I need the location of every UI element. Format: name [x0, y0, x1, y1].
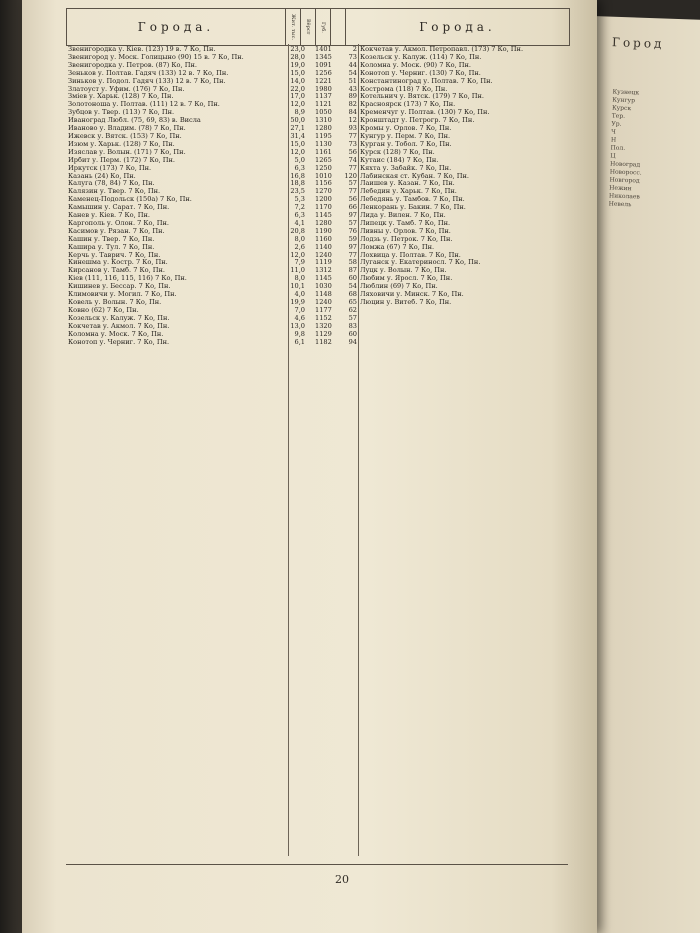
number-cell: 51 — [348, 76, 357, 85]
number-cell: 1980 — [315, 84, 332, 93]
number-cell: 97 — [348, 211, 357, 220]
city-entry: Изюм у. Харьк. (128) 7 Ко, Пн. — [68, 140, 175, 148]
city-entry: Кременчуг у. Полтав. (130) 7 Ко, Пн. — [360, 109, 490, 117]
number-cell: 28,0 — [290, 52, 305, 61]
bottom-rule — [66, 864, 568, 865]
number-cell: 1121 — [315, 100, 332, 109]
city-entry: Кронштадт у. Петрогр. 7 Ко, Пн. — [360, 117, 475, 125]
number-cell: 1182 — [315, 337, 332, 346]
right-city-list — [360, 46, 565, 854]
city-entry: Ирбит у. Перм. (172) 7 Ко, Пн. — [68, 156, 175, 164]
number-cell: 4,1 — [294, 218, 305, 227]
number-cell: 84 — [348, 108, 357, 117]
table-header — [66, 8, 570, 46]
number-cell: 1030 — [315, 282, 332, 291]
city-entry: Калуга (78, 84) 7 Ко, Пн. — [68, 180, 155, 188]
number-cell: 1170 — [315, 203, 332, 212]
number-cell: 22,0 — [290, 84, 305, 93]
number-cell: 87 — [348, 266, 357, 275]
city-entry: Кострома (118) 7 Ко, Пн. — [360, 85, 448, 93]
city-entry: Курск (128) 7 Ко, Пн. — [360, 148, 435, 156]
city-entry: Каргополь у. Олон. 7 Ко, Пн. — [68, 219, 169, 227]
right-page-line: Кузнецк — [612, 88, 640, 97]
number-cell: 1148 — [315, 290, 332, 299]
city-entry: Кунгур у. Перм. 7 Ко, Пн. — [360, 132, 451, 140]
right-page-line: Ц — [610, 152, 616, 160]
number-cell: 68 — [348, 290, 357, 299]
number-cell: 7,2 — [294, 203, 305, 212]
city-entry: Калязин у. Твер. 7 Ко, Пн. — [68, 188, 161, 196]
city-entry: Кокчетав у. Акмол. 7 Ко, Пн. — [68, 322, 170, 330]
number-cell: 1129 — [315, 329, 332, 338]
city-entry: Конотоп у. Черниг. (130) 7 Ко, Пн. — [360, 69, 481, 77]
number-cell: 18,8 — [290, 179, 305, 188]
number-cell: 54 — [348, 68, 357, 77]
number-cell: 57 — [348, 313, 357, 322]
city-entry: Кинешма у. Костр. 7 Ко, Пн. — [68, 259, 168, 267]
city-entry: Ленкорань у. Бакин. 7 Ко, Пн. — [360, 204, 466, 212]
header-code-4 — [331, 9, 346, 45]
right-page-line: Новгород — [609, 176, 640, 185]
number-cell: 62 — [348, 305, 357, 314]
number-cell: 57 — [348, 218, 357, 227]
city-entry: Кашин у. Твер. 7 Ко, Пн. — [68, 235, 155, 243]
city-entry: Зубцов у. Твер. (113) 7 Ко, Пн. — [68, 109, 175, 117]
number-cell: 56 — [348, 147, 357, 156]
left-city-list — [68, 46, 288, 854]
number-cell: 74 — [348, 155, 357, 164]
number-cell: 44 — [348, 60, 357, 69]
number-cell: 8,0 — [294, 274, 305, 283]
city-entry: Коломна у. Моск. 7 Ко, Пн. — [68, 330, 164, 338]
number-cell: 2,6 — [294, 242, 305, 251]
number-cell: 7,0 — [294, 305, 305, 314]
number-cell: 6,3 — [294, 211, 305, 220]
city-entry: Кутаис (184) 7 Ко, Пн. — [360, 156, 439, 164]
number-cell: 31,4 — [290, 131, 305, 140]
city-entry: Ляховичи у. Минск. 7 Ко, Пн. — [360, 291, 464, 299]
number-cell: 1200 — [315, 195, 332, 204]
number-cell: 1010 — [315, 171, 332, 180]
number-cell: 58 — [348, 258, 357, 267]
city-entry: Луцк у. Волын. 7 Ко, Пн. — [360, 267, 447, 275]
number-cell: 5,0 — [294, 155, 305, 164]
number-cell: 77 — [348, 163, 357, 172]
city-entry: Золотоноша у. Полтав. (111) 12 в. 7 Ко, Пн. — [68, 101, 220, 109]
number-cell: 23,0 — [290, 46, 305, 53]
city-entry: Котельнич у. Вятск. (179) 7 Ко, Пн. — [360, 93, 484, 101]
number-cell: 4,0 — [294, 290, 305, 299]
number-cell: 10,1 — [290, 282, 305, 291]
number-cell: 1240 — [315, 250, 332, 259]
number-cell: 1345 — [315, 52, 332, 61]
city-entry: Кишинев у. Бессар. 7 Ко, Пн. — [68, 283, 171, 291]
right-page-line: Тер. — [611, 112, 626, 120]
city-entry: Камышин у. Сарат. 7 Ко, Пн. — [68, 204, 170, 212]
header-title-left: Города. — [67, 9, 286, 45]
number-cell: 77 — [348, 131, 357, 140]
number-cell: 1160 — [315, 234, 332, 243]
city-entry: Иваново у. Владим. (78) 7 Ко, Пн. — [68, 125, 186, 133]
number-cell: 19,0 — [290, 60, 305, 69]
city-entry: Златоуст у. Уфим. (176) 7 Ко, Пн. — [68, 85, 185, 93]
number-cell: 8,0 — [294, 234, 305, 243]
city-entry: Зміев у. Харьк. (128) 7 Ко, Пн. — [68, 93, 174, 101]
number-cell: 1312 — [315, 266, 332, 275]
number-row — [289, 339, 357, 347]
number-cell: 1152 — [315, 313, 332, 322]
city-entry: Козельск у. Калуж. (114) 7 Ко, Пн. — [360, 53, 482, 61]
city-entry: Лаишев у. Казан. 7 Ко, Пн. — [360, 180, 455, 188]
number-cell: 73 — [348, 139, 357, 148]
number-cell: 1137 — [315, 92, 332, 101]
number-cell: 82 — [348, 100, 357, 109]
city-entry: Лабинская ст. Кубан. 7 Ко, Пн. — [360, 172, 469, 180]
right-page-line: Новоросс. — [609, 168, 642, 177]
number-cell: 8,9 — [294, 108, 305, 117]
number-cell: 4,6 — [294, 313, 305, 322]
number-cell: 1195 — [315, 131, 332, 140]
number-cell: 1250 — [315, 163, 332, 172]
number-cell: 65 — [348, 298, 357, 306]
number-cell: 54 — [348, 282, 357, 291]
right-page-line: Курск — [611, 104, 632, 113]
right-page-line: Новоград — [609, 160, 641, 169]
number-cell: 60 — [348, 274, 357, 283]
number-cell: 1156 — [315, 179, 332, 188]
city-entry: Кокчетав у. Акмол. Петропавл. (173) 7 Ко, Пн. — [360, 46, 524, 53]
number-cell: 94 — [348, 337, 357, 346]
number-cell: 27,1 — [290, 124, 305, 133]
city-entry: Липецк у. Тамб. 7 Ко, Пн. — [360, 219, 451, 227]
city-entry: Красноярск (173) 7 Ко, Пн. — [360, 101, 456, 109]
number-cell: 5,3 — [294, 195, 305, 204]
number-cell: 12,0 — [290, 250, 305, 259]
right-page-line: Нежин — [609, 184, 632, 193]
number-cell: 13,0 — [290, 321, 305, 330]
number-cell: 23,5 — [290, 187, 305, 196]
number-cell: 1401 — [315, 46, 332, 53]
number-cell: 77 — [348, 187, 357, 196]
header-code-2: Вёрст — [301, 9, 316, 45]
header-code-3: Губ. — [316, 9, 331, 45]
number-cell: 15,0 — [290, 68, 305, 77]
right-page-line: Ур. — [611, 120, 622, 128]
city-entry: Любим у. Яросл. 7 Ко, Пн. — [360, 275, 453, 283]
number-cell: 77 — [348, 250, 357, 259]
number-cell: 15,0 — [290, 139, 305, 148]
city-entry: Лида у. Вилен. 7 Ко, Пн. — [360, 212, 446, 220]
city-entry: Кіев (111, 116, 115, 116) 7 Ко, Пн. — [68, 275, 187, 283]
number-cell: 1320 — [315, 321, 332, 330]
city-entry: Климовичи у. Могил. 7 Ко, Пн. — [68, 291, 177, 299]
number-cell: 120 — [344, 171, 357, 180]
city-entry: Керчь у. Таврич. 7 Ко, Пн. — [68, 251, 161, 259]
number-cell: 1256 — [315, 68, 332, 77]
city-entry: Кашира у. Тул. 7 Ко, Пн. — [68, 243, 155, 251]
number-cell: 1240 — [315, 298, 332, 306]
number-cell: 20,8 — [290, 226, 305, 235]
city-entry: Кромы у. Орлов. 7 Ко, Пн. — [360, 125, 452, 133]
number-cell: 14,0 — [290, 76, 305, 85]
city-entry: Изяслав у. Волын. (171) 7 Ко, Пн. — [68, 148, 186, 156]
number-cell: 1265 — [315, 155, 332, 164]
city-entry: Кяхта у. Забайк. 7 Ко, Пн. — [360, 164, 452, 172]
number-cell: 57 — [348, 179, 357, 188]
right-page-line: Н — [610, 136, 617, 144]
city-entry: Иркутск (173) 7 Ко, Пн. — [68, 164, 152, 172]
number-cell: 1145 — [315, 211, 332, 220]
number-cell: 6,3 — [294, 163, 305, 172]
header-title-right: Города. — [419, 20, 496, 34]
number-cell: 17,0 — [290, 92, 305, 101]
city-entry: Люблин (69) 7 Ко, Пн. — [360, 283, 438, 291]
number-cell: 1140 — [315, 242, 332, 251]
number-cell: 2 — [352, 46, 357, 53]
number-cell: 73 — [348, 52, 357, 61]
city-entry: Канев у. Кіев. 7 Ко, Пн. — [68, 212, 151, 220]
right-page-line: Кунгур — [612, 96, 636, 105]
right-page-line: Ч — [611, 128, 616, 136]
number-cell: 1050 — [315, 108, 332, 117]
numbers-column — [289, 46, 357, 854]
city-entry: Зиньков у. Подол. Гадяч (133) 12 в. 7 Ко, Пн. — [68, 77, 226, 85]
city-entry: Касимов у. Рязан. 7 Ко, Пн. — [68, 227, 165, 235]
number-cell: 1221 — [315, 76, 332, 85]
number-cell: 9,8 — [294, 329, 305, 338]
number-cell: 83 — [348, 321, 357, 330]
city-entry: Луганск у. Екатериносл. 7 Ко, Пн. — [360, 259, 481, 267]
city-entry: Ломжа (67) 7 Ко, Пн. — [360, 243, 435, 251]
number-cell: 66 — [348, 203, 357, 212]
city-entry: Лохвица у. Полтав. 7 Ко, Пн. — [360, 251, 461, 259]
column-divider — [358, 44, 359, 856]
city-entry: Ливны у. Орлов. 7 Ко, Пн. — [360, 227, 451, 235]
number-cell: 59 — [348, 234, 357, 243]
city-entry: Лебедин у. Харьк. 7 Ко, Пн. — [360, 188, 457, 196]
right-page-title: Город — [611, 35, 665, 51]
number-cell: 16,8 — [290, 171, 305, 180]
right-page-line: Пол. — [610, 144, 626, 152]
city-entry: Лодзь у. Петрок. 7 Ко, Пн. — [360, 235, 453, 243]
city-entry: Ижевск у. Вятск. (153) 7 Ко, Пн. — [68, 132, 182, 140]
number-cell: 1310 — [315, 116, 332, 125]
number-cell: 1145 — [315, 274, 332, 283]
number-cell: 6,1 — [294, 337, 305, 346]
number-cell: 1280 — [315, 124, 332, 133]
number-cell: 43 — [348, 84, 357, 93]
right-page-line: Николаев — [608, 192, 640, 201]
city-entry: Ковно (62) 7 Ко, Пн. — [68, 306, 139, 314]
number-cell: 76 — [348, 226, 357, 235]
number-cell: 56 — [348, 195, 357, 204]
city-entry: Казань (24) Ко, Пн. — [68, 172, 136, 180]
right-page-line: Невель — [608, 200, 632, 209]
number-cell: 12,0 — [290, 147, 305, 156]
number-cell: 1161 — [315, 147, 332, 156]
number-cell: 7,9 — [294, 258, 305, 267]
city-entry: Люцин у. Витеб. 7 Ко, Пн. — [360, 299, 452, 306]
city-entry: Звенигородка у. Кіев. (123) 19 в. 7 Ко, Пн. — [68, 46, 216, 53]
city-entry: Конотоп у. Черниг. 7 Ко, Пн. — [68, 338, 170, 346]
number-cell: 1190 — [315, 226, 332, 235]
city-entry: Звенигород у. Моск. Голицыно (90) 15 в. 7 Ко, Пн. — [68, 53, 244, 61]
city-entry: Зеньков у. Полтав. Гадяч (133) 12 в. 7 Ко, Пн. — [68, 69, 229, 77]
city-entry: Звенигородка у. Петров. (87) Ко, Пн. — [68, 61, 197, 69]
header-code-1: Жит. тыс. — [286, 9, 301, 45]
number-cell: 19,9 — [290, 298, 305, 306]
city-entry: Каменец-Подольск (150а) 7 Ко, Пн. — [68, 196, 192, 204]
city-entry: Курган у. Тобол. 7 Ко, Пн. — [360, 140, 452, 148]
page-number: 20 — [335, 873, 349, 886]
number-cell: 97 — [348, 242, 357, 251]
city-entry: Лебедянь у. Тамбов. 7 Ко, Пн. — [360, 196, 465, 204]
city-entry: Козельск у. Калуж. 7 Ко, Пн. — [68, 314, 170, 322]
number-cell: 89 — [348, 92, 357, 101]
city-entry: Иваноград Любл. (75, 69, 83) в. Висла — [68, 117, 201, 125]
number-cell: 1130 — [315, 139, 332, 148]
number-cell: 1091 — [315, 60, 332, 69]
city-entry: Коломна у. Моск. (90) 7 Ко, Пн. — [360, 61, 472, 69]
number-cell: 11,0 — [290, 266, 305, 275]
number-cell: 1270 — [315, 187, 332, 196]
background-edge — [0, 0, 22, 933]
number-cell: 12 — [348, 116, 357, 125]
number-cell: 1119 — [315, 258, 332, 267]
number-cell: 1280 — [315, 218, 332, 227]
number-cell: 50,0 — [290, 116, 305, 125]
city-entry: Кирсанов у. Тамб. 7 Ко, Пн. — [68, 267, 166, 275]
number-cell: 93 — [348, 124, 357, 133]
city-entry: Константиноград у. Полтав. 7 Ко, Пн. — [360, 77, 493, 85]
city-entry: Ковель у. Волын. 7 Ко, Пн. — [68, 299, 162, 306]
number-cell: 60 — [348, 329, 357, 338]
number-cell: 12,0 — [290, 100, 305, 109]
number-cell: 1177 — [315, 305, 332, 314]
